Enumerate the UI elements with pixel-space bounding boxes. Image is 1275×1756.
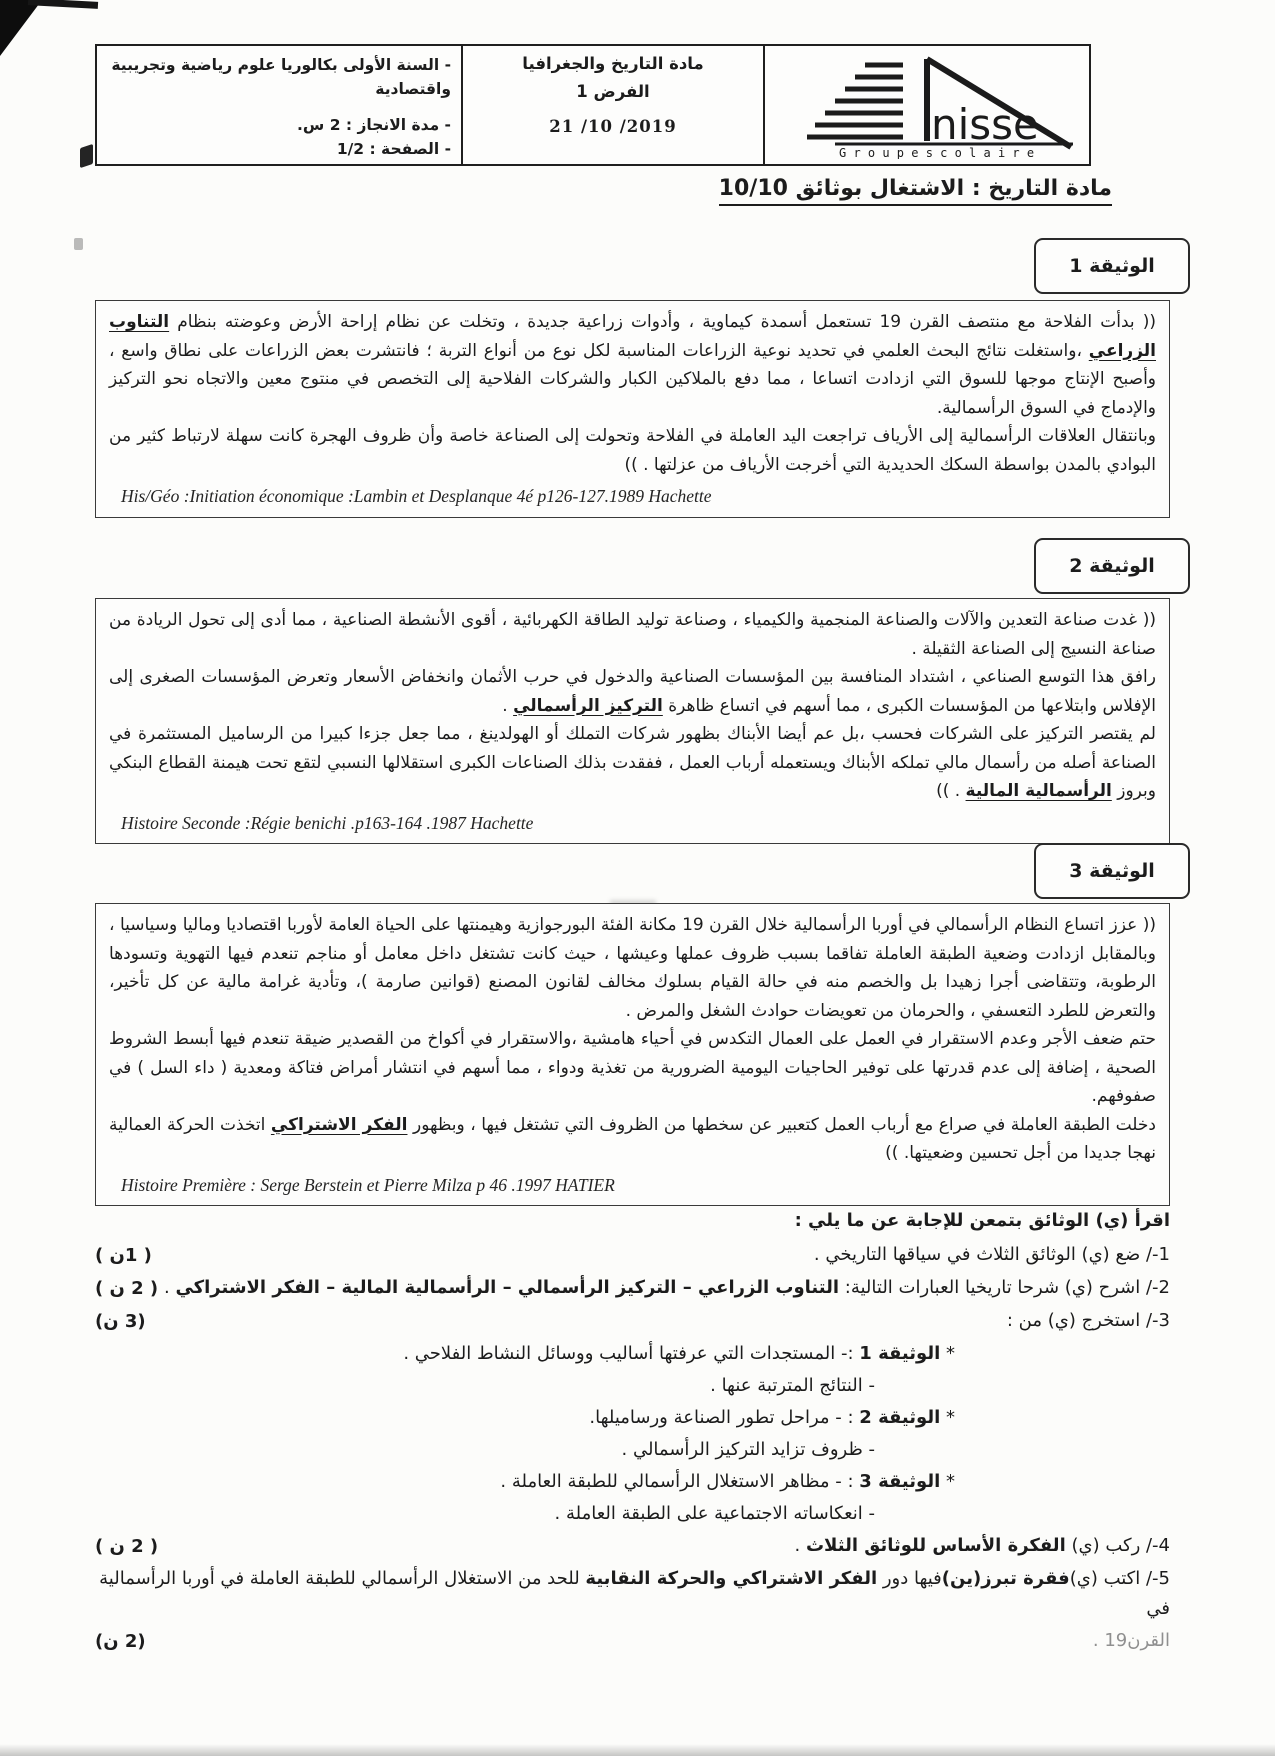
document-3-citation: Histoire Première : Serge Berstein et Pierre Milza p 46 .1997 HATIER xyxy=(121,1174,615,1195)
text-segment: * xyxy=(940,1407,955,1428)
question-text xyxy=(403,1339,1170,1369)
document-3-label xyxy=(1034,843,1190,899)
question-item xyxy=(95,1626,1170,1657)
scan-artifact-tick xyxy=(74,238,83,250)
text-segment: (( بدأت الفلاحة مع منتصف القرن 19 تستعمل أسمدة كيماوية ، وأدوات زراعية جديدة ، وتخلت عن نظام إراحة الأرض وعوضته بنظام xyxy=(169,312,1156,332)
scan-artifact-edge xyxy=(0,1744,1275,1756)
scan-artifact-tick xyxy=(80,144,93,168)
text-segment: ،واستغلت نتائج البحث العلمي في تحديد نوعية الزراعات المناسبة لكل نوع من أنواع التربة ؛ فانتشرت بعض الزراعات على نطاق واسع ، وأصبح الإنتاج موجها للسوق التي ازدادت اتساعا ، مما دفع بالملاكين الكبار والشركات الفلاحية إلى التخصص في منتوج معين والاتجاه نحو التركيز والإدماج في السوق الرأسمالية. xyxy=(109,340,1156,418)
document-1-citation: His/Géo :Initiation économique :Lambin et Desplanque 4é p126-127.1989 Hachette xyxy=(121,486,712,506)
questions-section xyxy=(95,1206,1170,1659)
question-text xyxy=(1007,1306,1170,1336)
questions-list xyxy=(95,1240,1170,1657)
text-segment: القرن19 . xyxy=(1092,1630,1170,1651)
text-segment: (( عزز اتساع النظام الرأسمالي في أوربا الرأسمالية خلال القرن 19 مكانة الفئة البورجوازية وهيمنتها على الحياة العامة لأوربا اقتصاديا وماليا وسياسيا ، وبالمقابل ازدادت وضعية الطبقة العاملة تفاقما بسبب ظروف عملها وعيشها ، حيث كانت تشتغل داخل معامل أو مناجم تنعدم فيها التهوية وتسودها الرطوبة، وتتقاضى أجرا زهيدا بل والخصم منه في حالة القيام بسلوك مخالف لقانون المصنع (قوانين صارمة )، وتأدية غرامة مالية عن كل تأخير، والتعرض للطرد التعسفي ، والحرمان من تعويضات حوادث الشغل والمرض . xyxy=(109,915,1156,1021)
text-segment: 4-/ ركب (ي) xyxy=(1065,1535,1170,1556)
class-info-cell xyxy=(97,46,463,164)
text-segment: * xyxy=(940,1343,955,1364)
key-term: الفكر الاشتراكي xyxy=(270,1114,408,1135)
question-item xyxy=(95,1339,1170,1369)
key-term: الرأسمالية المالية xyxy=(965,781,1112,801)
questions-intro: اقرأ (ي) الوثائق بتمعن للإجابة عن ما يلي : xyxy=(794,1210,1170,1231)
document-2-text xyxy=(109,606,1156,806)
document-paragraph xyxy=(109,1025,1156,1111)
school-logo-cell xyxy=(765,46,1089,164)
text-segment: دخلت الطبقة العاملة في صراع مع أرباب العمل كتعبير عن سخطها من الظروف التي تشتغل فيها ، وبظهور xyxy=(407,1114,1156,1135)
text-segment: - ظروف تزايد التركيز الرأسمالي . xyxy=(621,1439,875,1460)
key-term: الفكرة الأساس للوثائق الثلاث xyxy=(805,1535,1066,1556)
question-text xyxy=(555,1499,1170,1529)
question-item xyxy=(95,1273,1170,1304)
text-segment: (( غدت صناعة التعدين والآلات والصناعة المنجمية والكيمياء ، وصناعة توليد الطاقة الكهربائية ، أقوى الأنشطة الصناعية ، مما أدى إلى تحول الريادة من صناعة النسيج إلى الصناعة الثقيلة . xyxy=(109,610,1156,659)
question-text xyxy=(814,1240,1170,1270)
class-level: - السنة الأولى بكالوريا علوم رياضية وتجريبية واقتصادية xyxy=(111,56,451,98)
text-segment: . xyxy=(163,1277,176,1298)
subject-name: مادة التاريخ والجغرافيا xyxy=(522,54,704,73)
key-term: فقرة تبرز(ين) xyxy=(941,1568,1070,1589)
document-1-label-text: الوثيقة 1 xyxy=(1069,255,1155,277)
question-text xyxy=(710,1371,1170,1401)
text-segment: للحد من الاستغلال الرأسمالي للطبقة العاملة في أوربا الرأسمالية في xyxy=(99,1568,1170,1619)
text-segment: - النتائج المترتبة عنها . xyxy=(710,1375,875,1396)
scan-artifact-corner xyxy=(0,0,42,56)
document-paragraph xyxy=(109,308,1156,422)
text-segment: 1-/ ضع (ي) الوثائق الثلاث في سياقها التاريخي . xyxy=(813,1244,1170,1265)
question-points: ( 2 ن ) xyxy=(95,1536,159,1557)
key-term: الوثيقة 2 xyxy=(859,1407,941,1428)
document-3-text xyxy=(109,911,1156,1168)
text-segment: : - مظاهر الاستغلال الرأسمالي للطبقة العاملة . xyxy=(500,1471,860,1492)
key-term: التركيز الرأسمالي xyxy=(513,695,663,716)
question-item xyxy=(95,1531,1170,1562)
text-segment: - انعكاساته الاجتماعية على الطبقة العاملة . xyxy=(554,1503,875,1524)
text-segment: اتخذت الحركة العمالية نهجا جديدا من أجل تحسين وضعيتها. )) xyxy=(109,1114,1156,1163)
text-segment: رافق هذا التوسع الصناعي ، اشتداد المنافسة بين المؤسسات الصناعية والدخول في حرب الأثمان وانخفاض الأسعار وتعرض المؤسسات الصغرى إلى الإفلاس وابتلاعها من المؤسسات الكبرى ، مما أسهم في اتساع ظاهرة xyxy=(109,667,1156,716)
question-item xyxy=(95,1371,1170,1401)
text-segment: حتم ضعف الأجر وعدم الاستقرار في العمل على العمال التكدس في أحياء هامشية ،والاستقرار في أكواخ من القصدير ضيقة تنعدم فيها أبسط الشروط الصحية ، إضافة إلى عدم قدرتها على توفير الحاجيات اليومية الضرورية من تغذية ودواء ، مما أسهم في انتشار أمراض فتاكة ومعدية ( داء السل ) في صفوفهم. xyxy=(109,1029,1156,1106)
question-item xyxy=(95,1467,1170,1497)
exam-number: الفرض 1 xyxy=(576,82,650,101)
exam-header-table xyxy=(95,44,1091,166)
document-paragraph xyxy=(109,663,1156,720)
question-points: ( 2 ن ) xyxy=(95,1278,159,1299)
question-text xyxy=(589,1403,1170,1433)
question-points: (3 ن) xyxy=(95,1311,146,1332)
question-item xyxy=(95,1240,1170,1271)
text-segment: : - مراحل تطور الصناعة ورساميلها. xyxy=(589,1407,860,1428)
document-paragraph xyxy=(109,720,1156,806)
question-points: ( 1ن ) xyxy=(95,1245,152,1266)
text-segment: :- المستجدات التي عرفتها أساليب ووسائل النشاط الفلاحي . xyxy=(403,1343,860,1364)
question-text xyxy=(500,1467,1170,1497)
logo-subtitle-text: G r o u p e s c o l a i r e xyxy=(839,146,1035,159)
document-paragraph xyxy=(109,911,1156,1025)
document-2-label-text: الوثيقة 2 xyxy=(1069,555,1155,577)
document-3-box xyxy=(95,903,1170,1206)
document-paragraph xyxy=(109,606,1156,663)
question-text xyxy=(95,1564,1170,1624)
key-term: الوثيقة 1 xyxy=(859,1343,941,1364)
text-segment: 2-/ اشرح (ي) شرحا تاريخيا العبارات التالية: xyxy=(839,1277,1170,1298)
question-item xyxy=(95,1564,1170,1624)
key-term: التناوب الزراعي – التركيز الرأسمالي – الرأسمالية المالية – الفكر الاشتراكي xyxy=(175,1277,840,1298)
logo-brand-text: nisse xyxy=(931,100,1039,149)
document-2-citation: Histoire Seconde :Régie benichi .p163-164 .1987 Hachette xyxy=(121,812,534,833)
question-text xyxy=(795,1531,1170,1561)
question-text xyxy=(164,1273,1170,1303)
text-segment: . xyxy=(502,695,514,716)
document-1-box xyxy=(95,300,1170,518)
text-segment: لم يقتصر التركيز على الشركات فحسب ،بل عم أيضا الأبناك بظهور شركات التملك أو الهولدينغ ، مما جعل جزءا كبيرا من الرساميل المستثمرة في الصناعة أصله من رأسمال مالي تملكه الأبناك ويستعمله أرباب العمل ، ففقدت بذلك الصناعات الكبرى استقلالها النسبي لتقع تحت هيمنة القطاع البنكي وبروز xyxy=(109,724,1156,801)
document-1-label xyxy=(1034,238,1190,294)
exam-duration: - مدة الانجاز : 2 س. xyxy=(297,116,451,134)
anisse-logo-icon xyxy=(779,51,1075,159)
key-term: الوثيقة 3 xyxy=(859,1471,941,1492)
question-item xyxy=(95,1435,1170,1465)
key-term: الفكر الاشتراكي والحركة النقابية xyxy=(585,1568,878,1589)
document-3-label-text: الوثيقة 3 xyxy=(1069,860,1155,882)
text-segment: 5-/ اكتب (ي) xyxy=(1069,1568,1170,1589)
text-segment: 3-/ استخرج (ي) من : xyxy=(1006,1310,1170,1331)
text-segment: فيها دور xyxy=(877,1568,942,1589)
document-2-label xyxy=(1034,538,1190,594)
question-item xyxy=(95,1403,1170,1433)
text-segment: * xyxy=(940,1471,955,1492)
document-paragraph xyxy=(109,1111,1156,1168)
question-item xyxy=(95,1306,1170,1337)
exam-info-cell xyxy=(463,46,765,164)
text-segment: وبانتقال العلاقات الرأسمالية إلى الأرياف تراجعت اليد العاملة في الفلاحة وتحولت إلى الصناعة خاصة وأن ظروف الهجرة كانت سهلة لارتباط كثير من البوادي بالمدن بواسطة السكك الحديدية التي أخرجت الأرياف من عزلتها . )) xyxy=(109,426,1156,475)
page-number: - الصفحة : 1/2 xyxy=(336,140,451,158)
document-1-text xyxy=(109,308,1156,479)
text-segment: . )) xyxy=(936,781,966,801)
text-segment: . xyxy=(794,1535,806,1556)
document-2-box xyxy=(95,598,1170,844)
question-points: (2 ن) xyxy=(95,1631,146,1652)
document-paragraph xyxy=(109,422,1156,479)
exam-date: 2019/ 10/ 21 xyxy=(549,117,677,136)
question-text xyxy=(622,1435,1171,1465)
page-title: مادة التاريخ : الاشتغال بوثائق 10/10 xyxy=(719,176,1112,206)
question-item xyxy=(95,1499,1170,1529)
key-term: التناوب الزراعي xyxy=(109,312,1156,361)
question-text xyxy=(1093,1626,1170,1656)
